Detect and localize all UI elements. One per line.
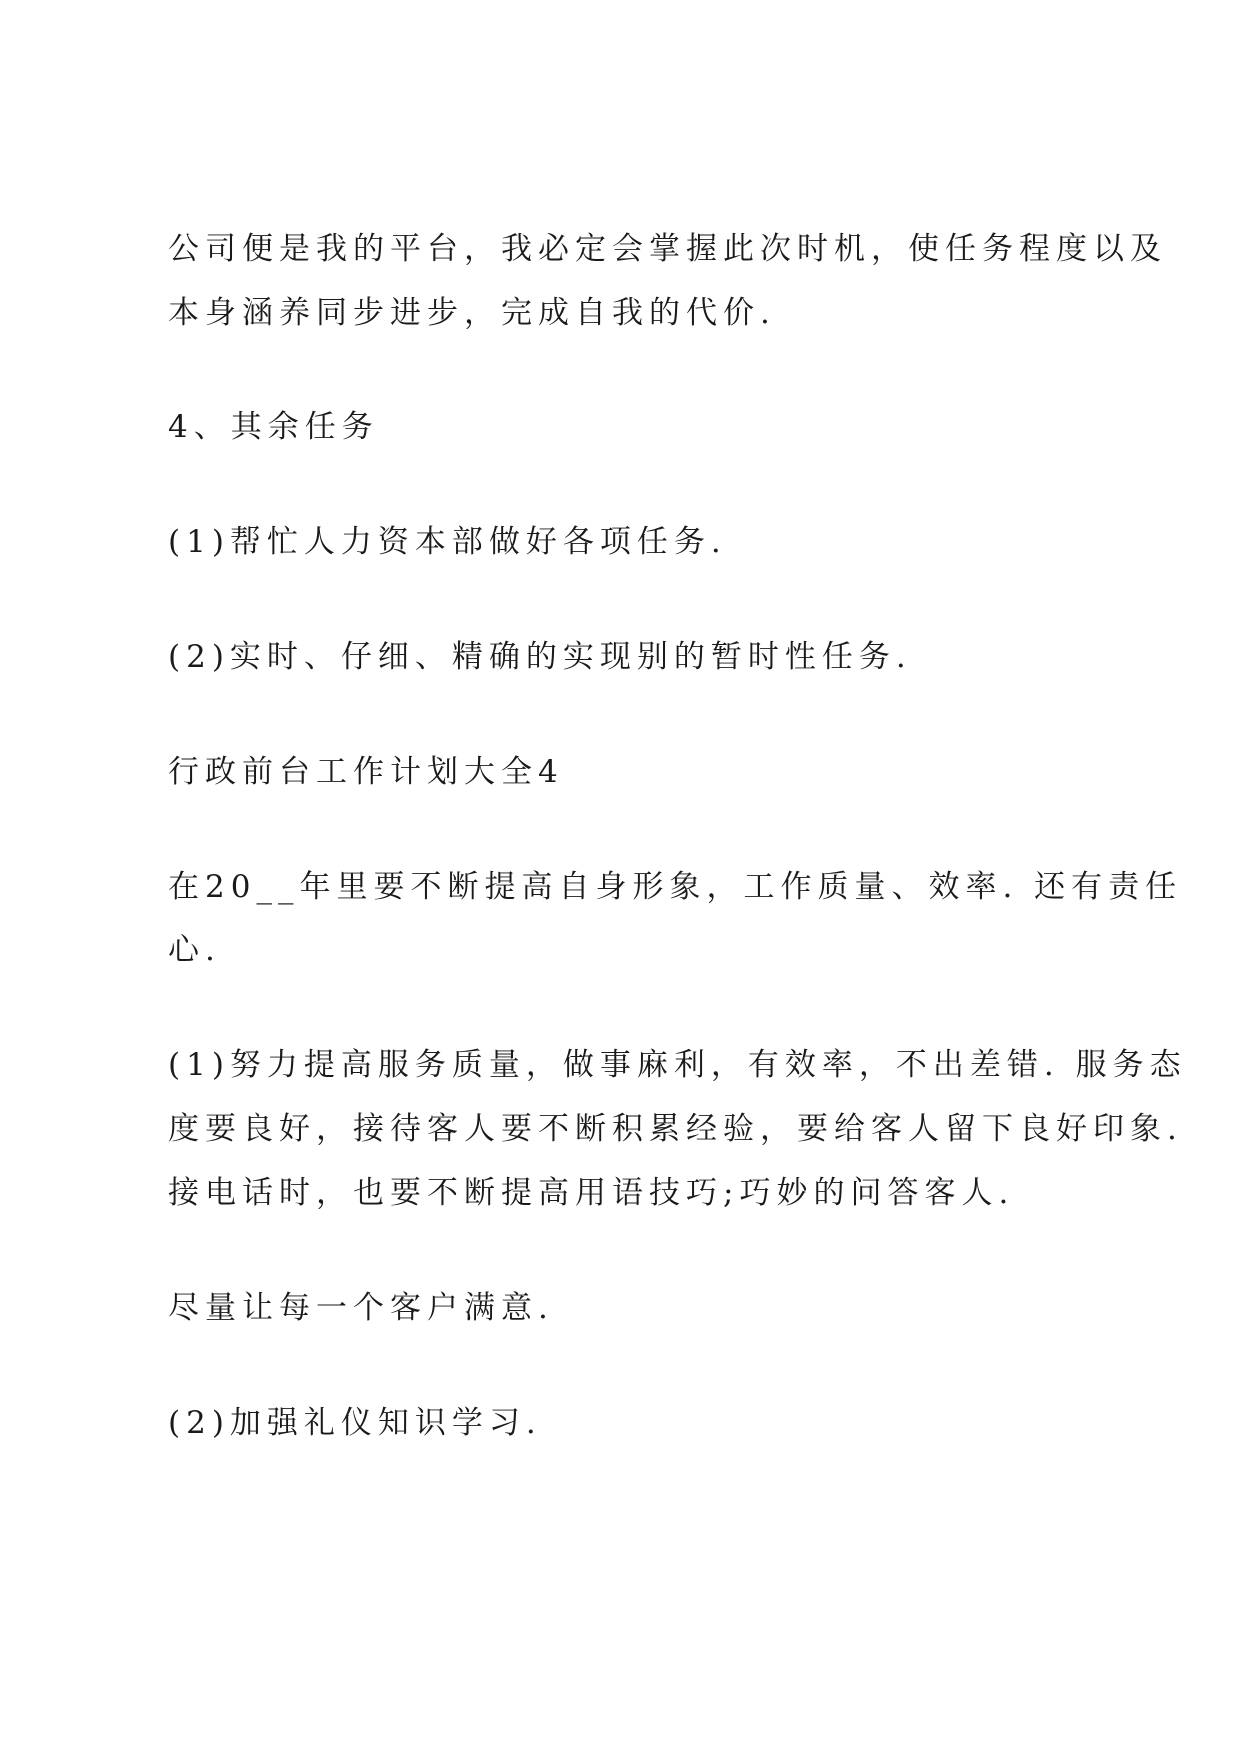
paragraph-line: 心.	[168, 932, 221, 968]
list-item: (1)努力提高服务质量，做事麻利，有效率，不出差错. 服务态	[168, 1047, 1187, 1083]
list-item: (2)实时、仔细、精确的实现别的暂时性任务.	[168, 639, 912, 675]
list-item: (1)帮忙人力资本部做好各项任务.	[168, 524, 727, 560]
paragraph-line: 在20__年里要不断提高自身形象，工作质量、效率. 还有责任	[168, 869, 1183, 905]
paragraph-line: 本身涵养同步进步，完成自我的代价.	[168, 295, 776, 331]
list-item: (2)加强礼仪知识学习.	[168, 1405, 542, 1441]
paragraph-line: 尽量让每一个客户满意.	[168, 1290, 554, 1326]
document-title: 行政前台工作计划大全4	[168, 754, 564, 790]
paragraph-line: 公司便是我的平台，我必定会掌握此次时机，使任务程度以及	[168, 231, 1167, 267]
section-heading: 4、其余任务	[168, 409, 379, 445]
paragraph-line: 度要良好，接待客人要不断积累经验，要给客人留下良好印象.	[168, 1111, 1183, 1147]
paragraph-line: 接电话时，也要不断提高用语技巧;巧妙的问答客人.	[168, 1175, 1015, 1211]
